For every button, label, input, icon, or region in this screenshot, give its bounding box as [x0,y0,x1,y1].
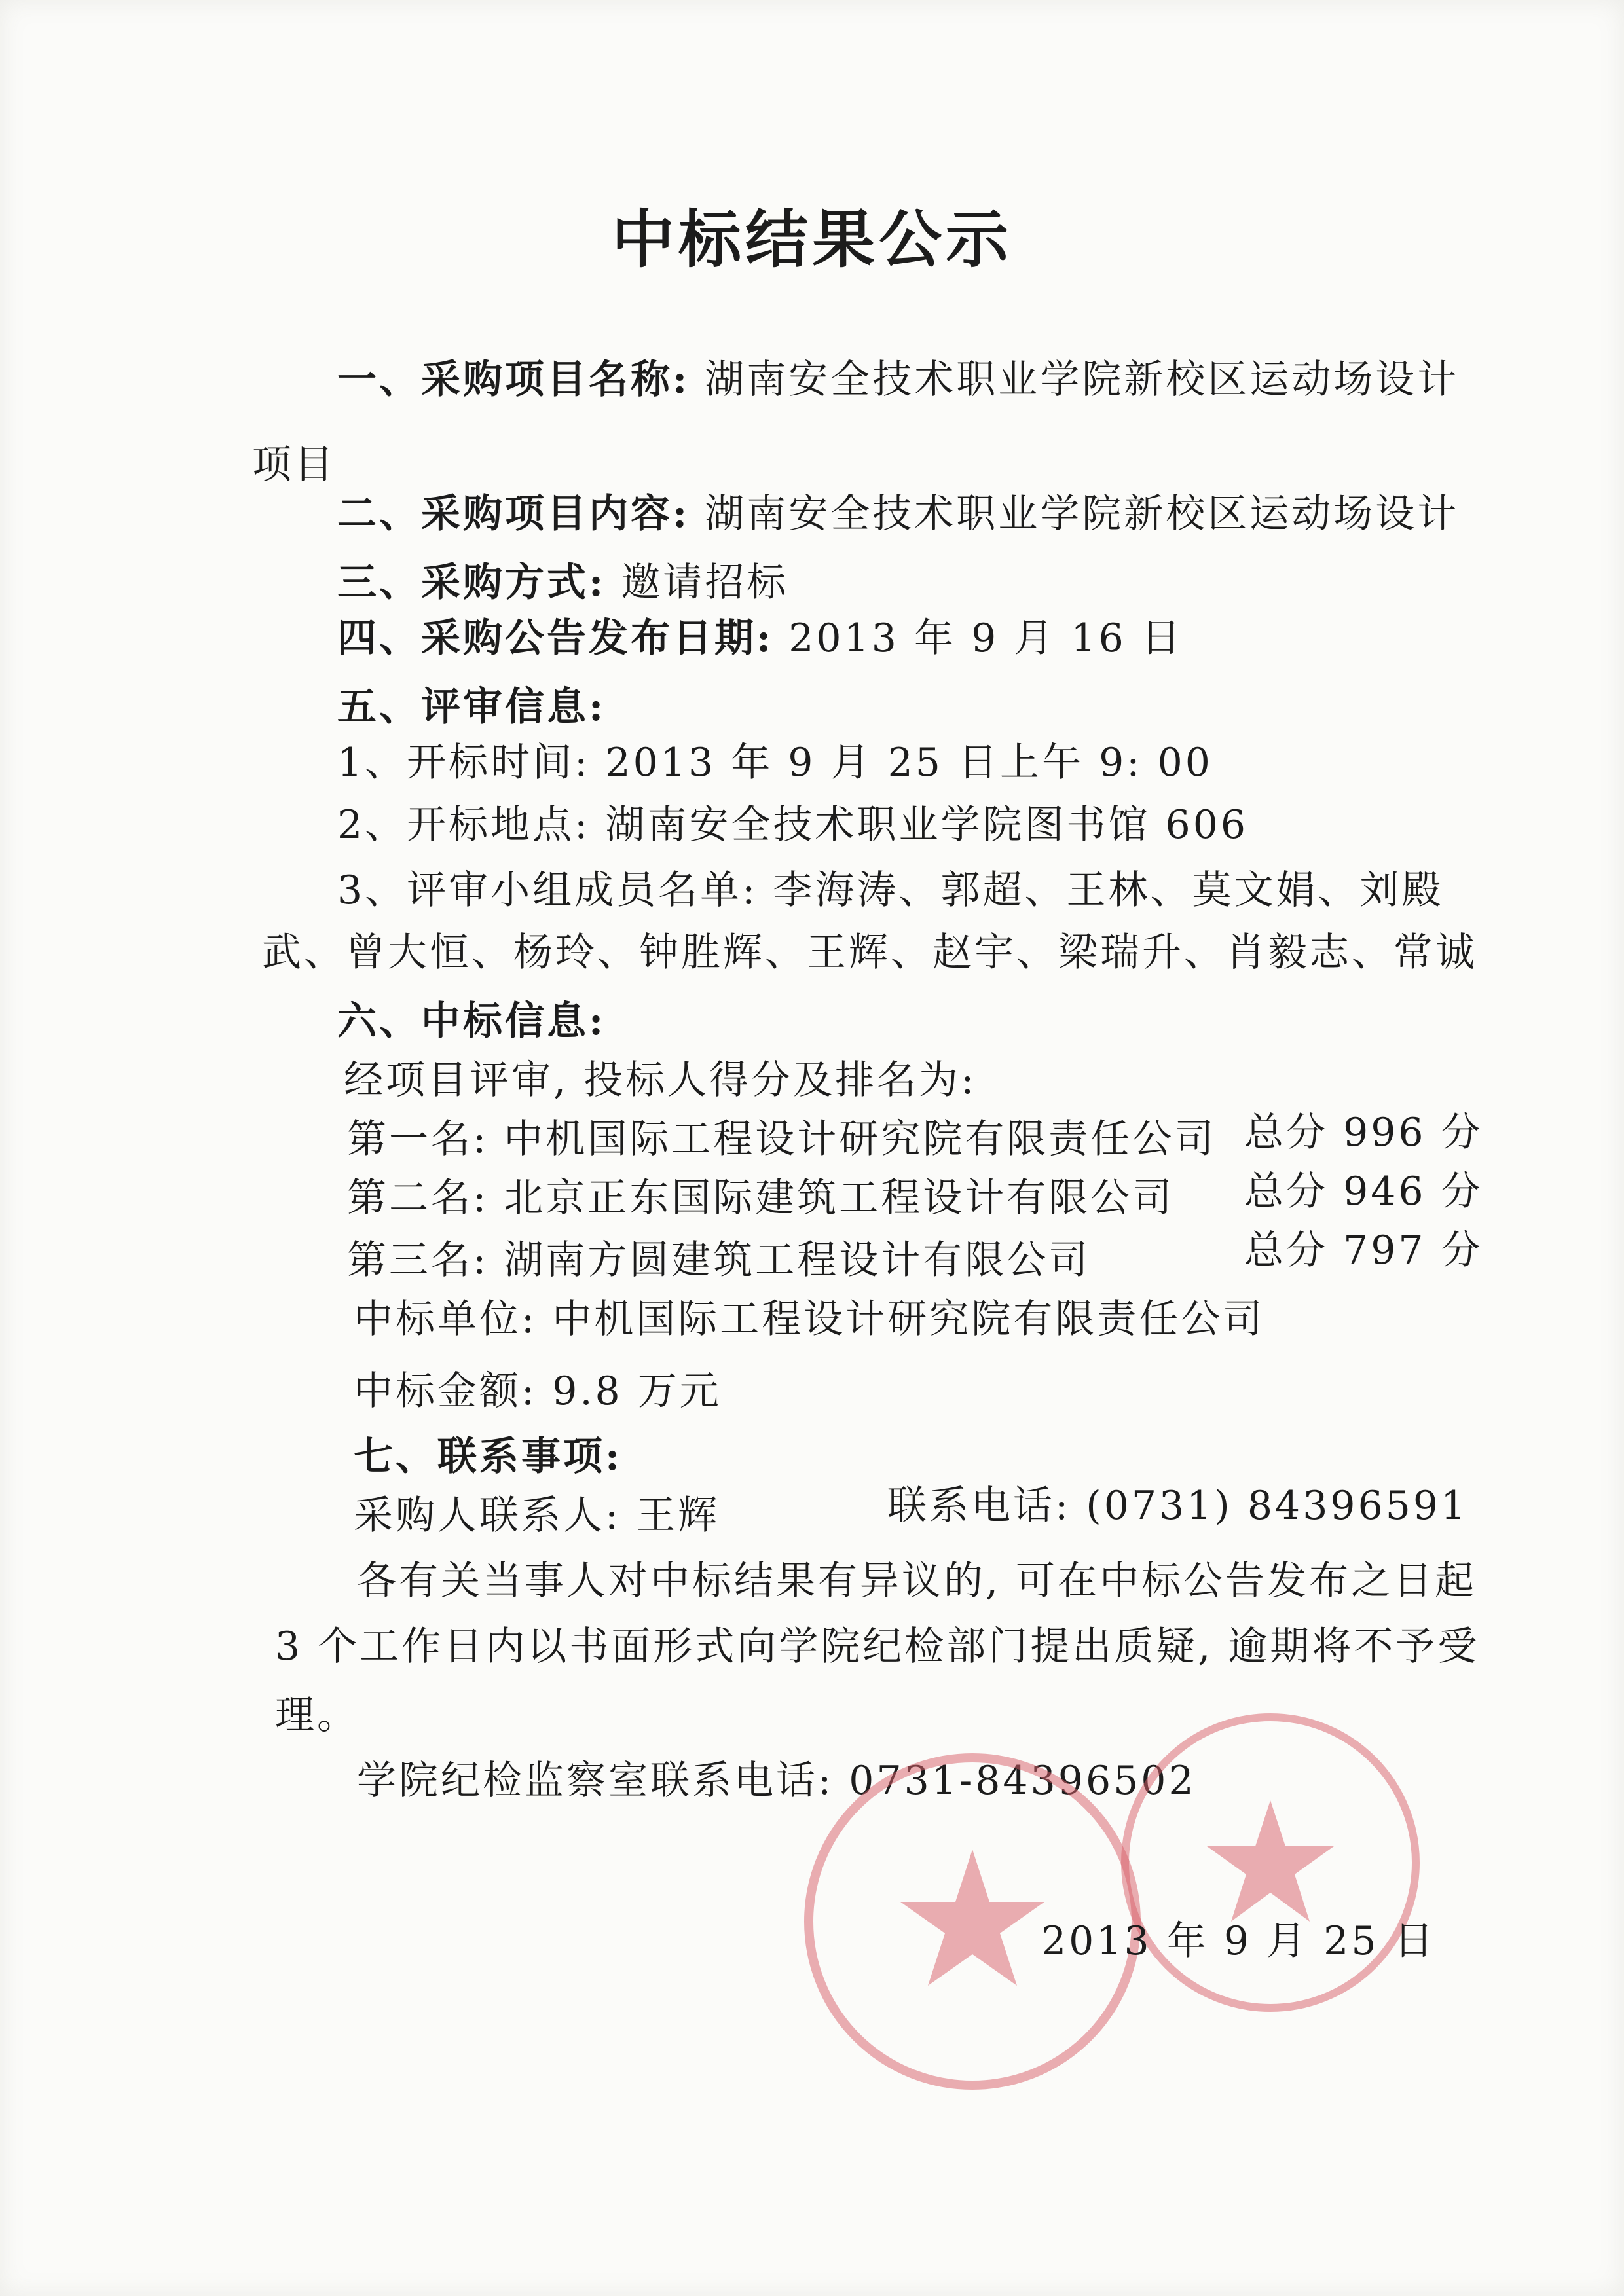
section-2-label: 二、采购项目内容: [337,491,690,537]
section-3-label: 三、采购方式: [337,560,606,606]
ranking-3-score: 总分 797 分 [1244,1228,1483,1273]
section-4 [337,612,1183,665]
award-amount: 中标金额: 9.8 万元 [354,1368,722,1414]
section-5-item-2: 2、开标地点: 湖南安全技术职业学院图书馆 606 [337,802,1249,848]
objection-line-3: 理。 [275,1692,359,1738]
section-2 [337,488,1459,540]
section-7-label: 七、联系事项: [354,1434,623,1480]
section-5-label: 五、评审信息: [337,684,606,730]
construction-office-seal [1113,1705,1428,2020]
discipline-phone: 学院纪检监察室联系电话: 0731-84396502 [357,1758,1196,1804]
section-3 [337,556,788,609]
contact-person: 采购人联系人: 王辉 [354,1493,720,1539]
section-6-intro: 经项目评审, 投标人得分及排名为: [344,1057,977,1103]
page-title: 中标结果公示 [612,202,1012,276]
section-5-item-1: 1、开标时间: 2013 年 9 月 25 日上午 9: 00 [337,740,1213,786]
section-5-item-3: 3、评审小组成员名单: 李海涛、郭超、王林、莫文娟、刘殿 [337,867,1444,913]
ranking-2: 第二名: 北京正东国际建筑工程设计有限公司 [347,1175,1175,1221]
ranking-3: 第三名: 湖南方圆建筑工程设计有限公司 [347,1237,1091,1283]
section-1-continued: 项目 [252,442,336,488]
ranking-1-score: 总分 996 分 [1244,1110,1483,1156]
objection-line-2: 3 个工作日内以书面形式向学院纪检部门提出质疑, 逾期将不予受 [275,1624,1480,1669]
ranking-1: 第一名: 中机国际工程设计研究院有限责任公司 [347,1116,1217,1162]
section-5-item-3-continued: 武、曾大恒、杨玲、钟胜辉、王辉、赵宇、梁瑞升、肖毅志、常诚 [262,930,1477,975]
winner: 中标单位: 中机国际工程设计研究院有限责任公司 [354,1296,1265,1342]
section-4-label: 四、采购公告发布日期: [337,615,774,661]
section-4-value: 2013 年 9 月 16 日 [788,615,1183,661]
ranking-2-score: 总分 946 分 [1244,1169,1483,1214]
section-1 [337,354,1459,406]
section-1-value: 湖南安全技术职业学院新校区运动场设计 [705,357,1460,403]
section-1-label: 一、采购项目名称: [337,357,690,403]
contact-phone: 联系电话: (0731) 84396591 [887,1483,1469,1529]
section-6-label: 六、中标信息: [337,998,606,1044]
document-date: 2013 年 9 月 25 日 [1041,1918,1436,1964]
section-2-value: 湖南安全技术职业学院新校区运动场设计 [705,491,1460,537]
objection-line-1: 各有关当事人对中标结果有异议的, 可在中标公告发布之日起 [357,1558,1477,1604]
section-3-value: 邀请招标 [621,560,789,606]
